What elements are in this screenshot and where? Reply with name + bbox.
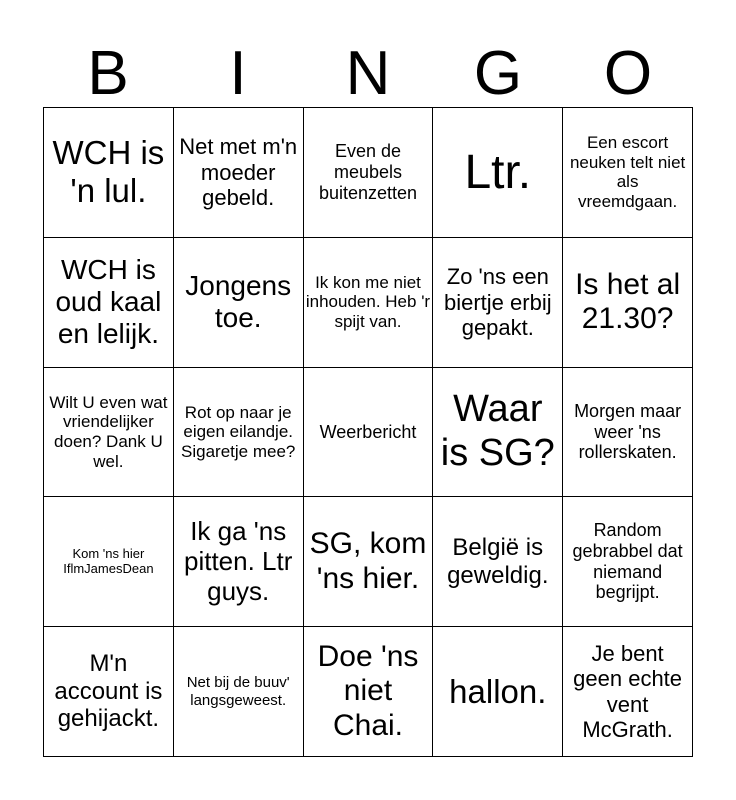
bingo-cell[interactable]: Een escort neuken telt niet als vreemdgaan. xyxy=(563,108,693,238)
bingo-cell[interactable]: Weerbericht xyxy=(304,368,434,498)
header-letter-i: I xyxy=(229,39,247,108)
header-letter-n: N xyxy=(345,39,391,108)
bingo-cell[interactable]: Rot op naar je eigen eilandje. Sigaretje mee? xyxy=(174,368,304,498)
bingo-cell[interactable]: Ltr. xyxy=(433,108,563,238)
bingo-header xyxy=(43,40,693,108)
bingo-cell[interactable]: Is het al 21.30? xyxy=(563,238,693,368)
bingo-cell[interactable]: Random gebrabbel dat niemand begrijpt. xyxy=(563,497,693,627)
bingo-cell[interactable]: Waar is SG? xyxy=(433,368,563,498)
bingo-cell[interactable]: Je bent geen echte vent McGrath. xyxy=(563,627,693,757)
bingo-cell[interactable]: Ik ga 'ns pitten. Ltr guys. xyxy=(174,497,304,627)
bingo-cell[interactable]: Morgen maar weer 'ns rollerskaten. xyxy=(563,368,693,498)
bingo-cell[interactable]: M'n account is gehijackt. xyxy=(44,627,174,757)
bingo-cell[interactable]: WCH is 'n lul. xyxy=(44,108,174,238)
bingo-cell[interactable]: hallon. xyxy=(433,627,563,757)
bingo-cell[interactable]: Wilt U even wat vriendelijker doen? Dank U wel. xyxy=(44,368,174,498)
bingo-cell[interactable]: Kom 'ns hier IflmJamesDean xyxy=(44,497,174,627)
bingo-cell[interactable]: Net met m'n moeder gebeld. xyxy=(174,108,304,238)
bingo-cell[interactable]: België is geweldig. xyxy=(433,497,563,627)
header-letter-b: B xyxy=(87,39,129,108)
bingo-grid xyxy=(43,107,693,757)
bingo-cell[interactable]: Zo 'ns een biertje erbij gepakt. xyxy=(433,238,563,368)
bingo-cell[interactable]: WCH is oud kaal en lelijk. xyxy=(44,238,174,368)
bingo-cell[interactable]: Ik kon me niet inhouden. Heb 'r spijt van. xyxy=(304,238,434,368)
bingo-cell[interactable]: Doe 'ns niet Chai. xyxy=(304,627,434,757)
bingo-cell[interactable]: Net bij de buuv' langsgeweest. xyxy=(174,627,304,757)
bingo-cell[interactable]: Jongens toe. xyxy=(174,238,304,368)
header-letter-g: G xyxy=(473,39,523,108)
header-letter-o: O xyxy=(603,39,653,108)
bingo-cell[interactable]: SG, kom 'ns hier. xyxy=(304,497,434,627)
bingo-cell[interactable]: Even de meubels buitenzetten xyxy=(304,108,434,238)
